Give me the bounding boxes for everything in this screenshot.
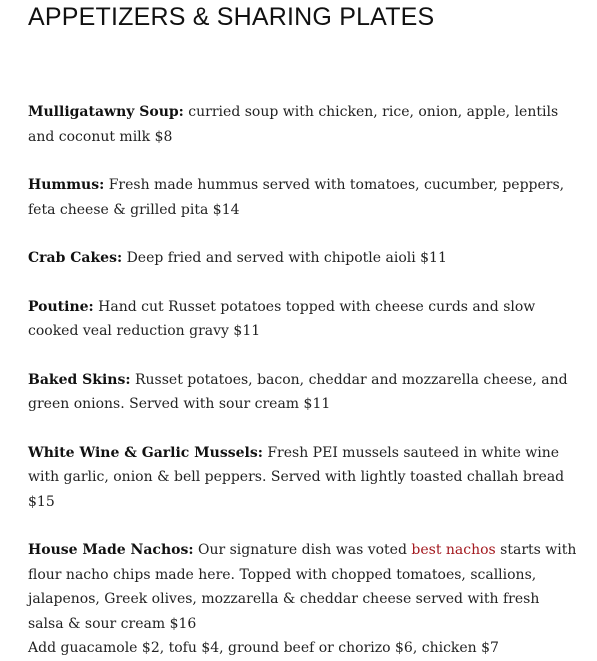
item-description: Hand cut Russet potatoes topped with cheese curds and slow cooked veal reduction gravy $11: [28, 298, 536, 339]
menu-item-mulligatawny-soup: [28, 100, 579, 149]
menu-item-baked-skins: [28, 368, 579, 417]
item-description-part: starts with flour nacho chips made here. Topped with chopped tomatoes, scallions, jalapenos, Greek olives, mozzarella & cheddar cheese served with fresh salsa & sour cream $16: [28, 542, 577, 632]
item-description: Fresh PEI mussels sauteed in white wine with garlic, onion & bell peppers. Served with lightly toasted challah bread $15: [28, 444, 565, 510]
item-description: curried soup with chicken, rice, onion, apple, lentils and coconut milk $8: [28, 104, 559, 145]
item-description-part: Our signature dish was voted: [193, 542, 412, 558]
menu-item-house-made-nachos: [28, 538, 579, 661]
item-addons: Add guacamole $2, tofu $4, ground beef or chorizo $6, chicken $7: [28, 640, 499, 656]
item-name: White Wine & Garlic Mussels:: [28, 444, 263, 461]
item-name: Crab Cakes:: [28, 250, 123, 266]
item-description: Fresh made hummus served with tomatoes, cucumber, peppers, feta cheese & grilled pita $14: [28, 177, 565, 218]
menu-item-hummus: [28, 173, 579, 222]
item-name: Mulligatawny Soup:: [28, 104, 184, 120]
item-name: House Made Nachos:: [28, 542, 194, 558]
item-description: Russet potatoes, bacon, cheddar and mozzarella cheese, and green onions. Served with sour cream $11: [28, 371, 568, 412]
section-heading: APPETIZERS & SHARING PLATES: [28, 3, 435, 31]
best-nachos-link[interactable]: best nachos: [411, 542, 496, 558]
menu-item-mussels: [28, 441, 579, 515]
menu-item-poutine: [28, 295, 579, 344]
item-description: Deep fried and served with chipotle aioli $11: [122, 250, 447, 266]
menu-item-crab-cakes: [28, 246, 579, 271]
item-name: Baked Skins:: [28, 371, 131, 388]
item-name: Hummus:: [28, 177, 105, 193]
menu-list: [28, 100, 579, 661]
item-name: Poutine:: [28, 298, 94, 315]
